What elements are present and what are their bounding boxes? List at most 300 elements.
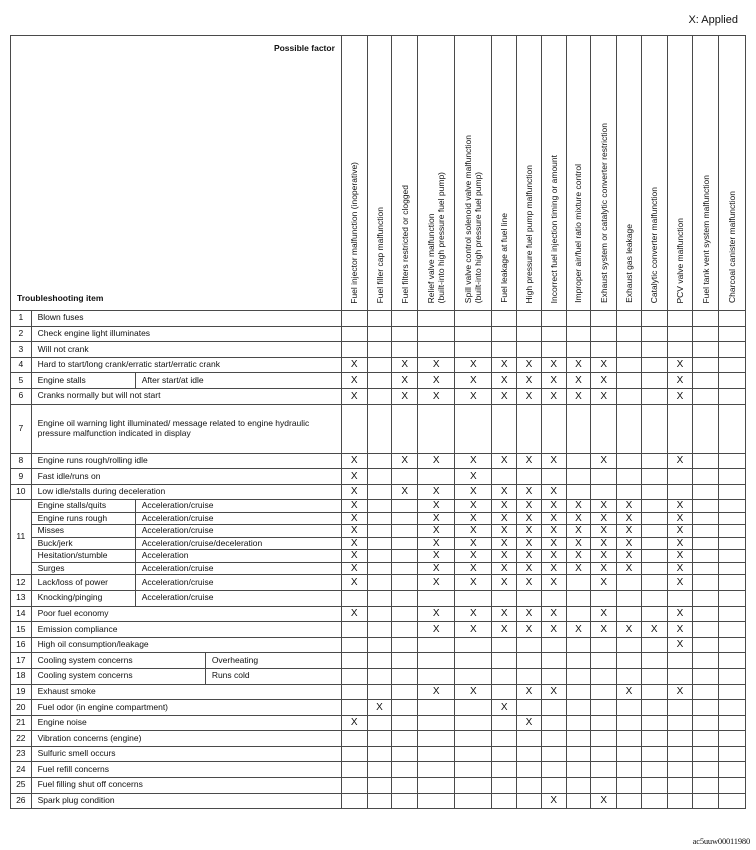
table-row	[11, 512, 746, 525]
factor-mark	[641, 404, 667, 453]
factor-mark: X	[455, 500, 492, 513]
factor-mark	[517, 326, 542, 342]
factor-mark	[591, 326, 617, 342]
factor-mark	[367, 373, 392, 389]
factor-mark: X	[517, 357, 542, 373]
factor-mark	[517, 404, 542, 453]
factor-mark: X	[667, 622, 693, 638]
row-number: 20	[11, 700, 32, 716]
factor-mark: X	[517, 622, 542, 638]
factor-mark	[367, 484, 392, 500]
factor-mark	[693, 793, 719, 809]
factor-mark: X	[566, 388, 591, 404]
factor-mark	[367, 762, 392, 778]
factor-header-6	[492, 36, 517, 311]
factor-mark: X	[566, 373, 591, 389]
condition: Acceleration/cruise	[135, 575, 341, 591]
factor-mark	[492, 637, 517, 653]
factor-mark: X	[341, 575, 367, 591]
table-row	[11, 700, 746, 716]
factor-mark	[667, 404, 693, 453]
condition: Acceleration/cruise	[135, 562, 341, 575]
row-number: 17	[11, 653, 32, 669]
factor-mark: X	[392, 388, 418, 404]
factor-mark	[641, 684, 667, 700]
factor-mark	[541, 326, 566, 342]
factor-mark	[367, 453, 392, 469]
factor-mark	[617, 326, 642, 342]
troubleshooting-item: Exhaust smoke	[31, 684, 341, 700]
factor-mark	[693, 311, 719, 327]
factor-mark	[719, 550, 746, 563]
factor-mark	[341, 793, 367, 809]
factor-mark	[392, 537, 418, 550]
factor-mark: X	[341, 606, 367, 622]
factor-mark: X	[455, 606, 492, 622]
factor-mark: X	[341, 550, 367, 563]
condition: Overheating	[205, 653, 341, 669]
factor-mark: X	[341, 537, 367, 550]
troubleshooting-item: Surges	[31, 562, 135, 575]
row-number: 7	[11, 404, 32, 453]
factor-mark: X	[492, 388, 517, 404]
factor-mark	[492, 469, 517, 485]
factor-mark	[591, 700, 617, 716]
factor-mark: X	[517, 537, 542, 550]
factor-mark	[719, 622, 746, 638]
factor-mark	[418, 637, 455, 653]
row-number: 9	[11, 469, 32, 485]
troubleshooting-item: Misses	[31, 525, 135, 538]
factor-mark	[517, 793, 542, 809]
factor-mark: X	[591, 606, 617, 622]
factor-mark	[719, 388, 746, 404]
factor-mark: X	[541, 550, 566, 563]
factor-mark	[641, 388, 667, 404]
factor-mark: X	[541, 453, 566, 469]
factor-mark: X	[591, 793, 617, 809]
condition: Acceleration/cruise	[135, 590, 341, 606]
factor-mark	[418, 731, 455, 747]
factor-mark	[641, 326, 667, 342]
factor-mark	[617, 484, 642, 500]
table-row	[11, 715, 746, 731]
factor-mark: X	[492, 500, 517, 513]
factor-mark	[693, 762, 719, 778]
factor-mark	[341, 622, 367, 638]
factor-mark: X	[517, 606, 542, 622]
factor-label: Fuel tank vent system malfunction	[700, 174, 711, 304]
factor-mark	[392, 525, 418, 538]
factor-mark	[392, 653, 418, 669]
factor-mark: X	[418, 622, 455, 638]
factor-mark	[367, 500, 392, 513]
factor-mark	[693, 731, 719, 747]
factor-mark	[392, 342, 418, 358]
factor-mark	[591, 484, 617, 500]
factor-header-10	[591, 36, 617, 311]
factor-mark	[719, 653, 746, 669]
troubleshooting-item: High oil consumption/leakage	[31, 637, 341, 653]
factor-mark	[367, 668, 392, 684]
table-row	[11, 731, 746, 747]
factor-mark	[341, 342, 367, 358]
factor-mark: X	[667, 606, 693, 622]
troubleshooting-item: Sulfuric smell occurs	[31, 746, 341, 762]
table-row	[11, 404, 746, 453]
factor-mark: X	[541, 357, 566, 373]
row-number: 18	[11, 668, 32, 684]
factor-mark	[719, 469, 746, 485]
factor-mark	[693, 500, 719, 513]
factor-mark	[392, 606, 418, 622]
factor-mark	[517, 762, 542, 778]
factor-mark	[693, 778, 719, 794]
factor-mark: X	[517, 550, 542, 563]
factor-mark	[367, 731, 392, 747]
factor-mark: X	[617, 562, 642, 575]
factor-mark	[693, 453, 719, 469]
condition: Runs cold	[205, 668, 341, 684]
table-row	[11, 388, 746, 404]
factor-mark: X	[492, 700, 517, 716]
table-row	[11, 311, 746, 327]
factor-mark: X	[591, 373, 617, 389]
factor-mark	[392, 575, 418, 591]
factor-mark	[392, 562, 418, 575]
factor-mark	[392, 715, 418, 731]
factor-mark	[591, 590, 617, 606]
factor-mark	[693, 700, 719, 716]
factor-mark	[367, 778, 392, 794]
factor-mark	[517, 778, 542, 794]
factor-mark	[566, 700, 591, 716]
factor-mark	[566, 731, 591, 747]
factor-mark: X	[392, 357, 418, 373]
factor-header-3	[392, 36, 418, 311]
factor-mark: X	[667, 453, 693, 469]
factor-mark: X	[591, 550, 617, 563]
factor-mark	[541, 637, 566, 653]
factor-mark	[418, 700, 455, 716]
factor-mark	[455, 653, 492, 669]
factor-mark	[693, 469, 719, 485]
factor-label: Improper air/fuel ratio mixture control	[573, 164, 584, 304]
factor-mark	[392, 311, 418, 327]
factor-mark	[418, 342, 455, 358]
factor-mark: X	[667, 525, 693, 538]
table-row	[11, 453, 746, 469]
factor-mark	[693, 357, 719, 373]
factor-mark	[455, 311, 492, 327]
factor-mark	[341, 746, 367, 762]
factor-mark	[591, 404, 617, 453]
factor-mark	[517, 590, 542, 606]
factor-mark: X	[517, 388, 542, 404]
row-number: 1	[11, 311, 32, 327]
factor-mark	[591, 653, 617, 669]
factor-mark	[566, 342, 591, 358]
factor-mark	[719, 373, 746, 389]
factor-mark	[641, 484, 667, 500]
factor-mark: X	[492, 453, 517, 469]
factor-mark	[341, 731, 367, 747]
factor-label: Catalytic converter malfunction	[649, 187, 660, 304]
factor-header-9	[566, 36, 591, 311]
factor-mark	[566, 469, 591, 485]
factor-mark: X	[641, 622, 667, 638]
factor-mark	[367, 388, 392, 404]
table-row	[11, 606, 746, 622]
factor-mark: X	[455, 684, 492, 700]
factor-mark	[392, 469, 418, 485]
factor-mark: X	[617, 537, 642, 550]
factor-mark	[719, 606, 746, 622]
factor-mark	[418, 762, 455, 778]
troubleshooting-item: Fast idle/runs on	[31, 469, 341, 485]
factor-mark: X	[617, 512, 642, 525]
factor-mark	[517, 637, 542, 653]
factor-mark	[492, 762, 517, 778]
factor-mark	[341, 326, 367, 342]
figure-code: ac5uuw00011980	[692, 836, 750, 846]
factor-mark	[719, 537, 746, 550]
factor-mark	[566, 575, 591, 591]
factor-mark: X	[591, 537, 617, 550]
factor-mark	[693, 715, 719, 731]
factor-mark: X	[617, 525, 642, 538]
troubleshooting-item: Low idle/stalls during deceleration	[31, 484, 341, 500]
factor-mark: X	[541, 793, 566, 809]
factor-header-1	[341, 36, 367, 311]
factor-mark	[719, 453, 746, 469]
factor-mark: X	[455, 562, 492, 575]
factor-mark: X	[591, 453, 617, 469]
troubleshooting-item: Poor fuel economy	[31, 606, 341, 622]
factor-mark	[693, 668, 719, 684]
factor-mark	[591, 637, 617, 653]
factor-mark	[719, 342, 746, 358]
factor-mark	[392, 404, 418, 453]
troubleshooting-item: Buck/jerk	[31, 537, 135, 550]
factor-mark: X	[517, 512, 542, 525]
troubleshooting-item: Cranks normally but will not start	[31, 388, 341, 404]
row-number: 11	[11, 500, 32, 575]
factor-mark	[719, 311, 746, 327]
factor-mark	[617, 715, 642, 731]
factor-mark: X	[541, 562, 566, 575]
factor-mark	[693, 373, 719, 389]
possible-factor-label: Possible factor	[273, 43, 335, 53]
factor-mark: X	[566, 550, 591, 563]
factor-mark	[641, 453, 667, 469]
factor-mark: X	[591, 575, 617, 591]
factor-mark	[719, 778, 746, 794]
factor-mark: X	[418, 562, 455, 575]
factor-mark: X	[517, 453, 542, 469]
factor-mark	[719, 404, 746, 453]
row-number: 24	[11, 762, 32, 778]
factor-mark: X	[418, 357, 455, 373]
troubleshooting-item: Engine noise	[31, 715, 341, 731]
factor-mark	[541, 404, 566, 453]
factor-mark	[367, 637, 392, 653]
factor-mark: X	[492, 373, 517, 389]
factor-mark	[693, 525, 719, 538]
factor-mark: X	[541, 500, 566, 513]
table-row	[11, 793, 746, 809]
factor-mark	[392, 778, 418, 794]
row-number: 22	[11, 731, 32, 747]
factor-mark: X	[566, 357, 591, 373]
table-row	[11, 500, 746, 513]
table-row	[11, 484, 746, 500]
factor-mark	[693, 388, 719, 404]
factor-mark	[517, 469, 542, 485]
factor-mark: X	[455, 512, 492, 525]
factor-mark	[667, 342, 693, 358]
factor-mark	[341, 637, 367, 653]
factor-mark	[517, 653, 542, 669]
condition: Acceleration/cruise	[135, 525, 341, 538]
factor-mark	[566, 404, 591, 453]
factor-mark: X	[517, 562, 542, 575]
factor-mark: X	[517, 500, 542, 513]
factor-mark: X	[341, 469, 367, 485]
factor-mark	[367, 537, 392, 550]
factor-mark: X	[517, 575, 542, 591]
factor-label: Exhaust system or catalytic converter restriction	[598, 123, 609, 304]
factor-header-11	[617, 36, 642, 311]
factor-mark: X	[492, 357, 517, 373]
table-row	[11, 550, 746, 563]
factor-mark	[541, 700, 566, 716]
factor-mark	[641, 778, 667, 794]
factor-header-12	[641, 36, 667, 311]
factor-mark: X	[667, 575, 693, 591]
factor-mark: X	[492, 537, 517, 550]
factor-mark: X	[418, 388, 455, 404]
factor-mark	[617, 373, 642, 389]
factor-mark: X	[418, 684, 455, 700]
troubleshooting-item: Engine stalls/quits	[31, 500, 135, 513]
factor-mark	[566, 762, 591, 778]
factor-mark	[392, 550, 418, 563]
factor-mark: X	[541, 684, 566, 700]
factor-mark	[641, 575, 667, 591]
factor-mark	[566, 311, 591, 327]
factor-mark	[693, 326, 719, 342]
row-number: 23	[11, 746, 32, 762]
factor-mark: X	[455, 469, 492, 485]
factor-mark	[667, 484, 693, 500]
row-number: 6	[11, 388, 32, 404]
troubleshooting-item: Fuel filling shut off concerns	[31, 778, 341, 794]
factor-mark	[719, 590, 746, 606]
factor-mark: X	[667, 550, 693, 563]
factor-mark	[341, 404, 367, 453]
factor-mark	[492, 668, 517, 684]
factor-mark	[641, 653, 667, 669]
factor-mark	[617, 575, 642, 591]
factor-mark	[693, 653, 719, 669]
factor-mark	[492, 342, 517, 358]
factor-label: Charcoal canister malfunction	[727, 191, 738, 304]
factor-mark: X	[541, 537, 566, 550]
factor-header-14	[693, 36, 719, 311]
factor-mark	[492, 778, 517, 794]
factor-mark	[617, 637, 642, 653]
factor-mark	[719, 562, 746, 575]
table-row	[11, 762, 746, 778]
factor-mark	[693, 606, 719, 622]
factor-mark: X	[455, 388, 492, 404]
factor-mark: X	[566, 512, 591, 525]
factor-mark: X	[517, 525, 542, 538]
table-row	[11, 575, 746, 591]
factor-header-2	[367, 36, 392, 311]
factor-mark: X	[455, 575, 492, 591]
table-row	[11, 590, 746, 606]
row-number: 13	[11, 590, 32, 606]
troubleshooting-item: Spark plug condition	[31, 793, 341, 809]
factor-mark	[492, 746, 517, 762]
factor-mark: X	[667, 512, 693, 525]
factor-mark: X	[492, 622, 517, 638]
factor-mark	[591, 762, 617, 778]
factor-mark	[693, 746, 719, 762]
factor-mark	[719, 500, 746, 513]
factor-mark	[693, 575, 719, 591]
factor-mark	[719, 715, 746, 731]
factor-mark	[667, 731, 693, 747]
factor-mark: X	[418, 537, 455, 550]
factor-mark	[617, 606, 642, 622]
factor-mark	[719, 484, 746, 500]
factor-mark	[617, 342, 642, 358]
factor-mark: X	[541, 525, 566, 538]
factor-mark	[719, 668, 746, 684]
factor-mark	[693, 537, 719, 550]
factor-mark	[693, 512, 719, 525]
factor-mark	[719, 512, 746, 525]
factor-header-4	[418, 36, 455, 311]
troubleshooting-item: Will not crank	[31, 342, 341, 358]
factor-mark	[455, 793, 492, 809]
table-row	[11, 373, 746, 389]
factor-mark	[367, 469, 392, 485]
factor-mark	[591, 668, 617, 684]
factor-mark	[641, 357, 667, 373]
factor-mark	[392, 684, 418, 700]
troubleshooting-item: Vibration concerns (engine)	[31, 731, 341, 747]
factor-label: High pressure fuel pump malfunction	[523, 164, 534, 304]
factor-mark	[418, 311, 455, 327]
factor-mark: X	[455, 484, 492, 500]
table-row	[11, 778, 746, 794]
factor-mark	[591, 778, 617, 794]
factor-mark	[341, 311, 367, 327]
factor-mark	[455, 326, 492, 342]
factor-mark: X	[667, 637, 693, 653]
factor-mark	[418, 715, 455, 731]
factor-mark: X	[418, 606, 455, 622]
factor-mark	[455, 746, 492, 762]
row-number: 10	[11, 484, 32, 500]
factor-mark	[667, 700, 693, 716]
factor-mark	[541, 762, 566, 778]
troubleshooting-item: Knocking/pinging	[31, 590, 135, 606]
